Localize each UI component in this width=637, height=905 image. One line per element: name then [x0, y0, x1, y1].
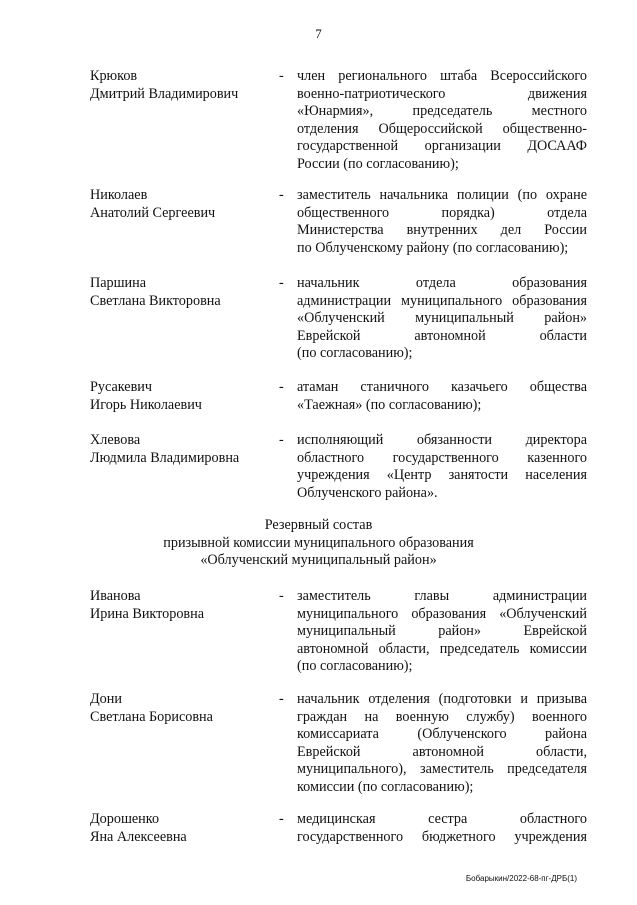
member-role: атаман станичного казачьего общества «Таежная» (по согласованию); [297, 379, 587, 413]
dash: - [279, 68, 284, 84]
member-role: заместитель начальника полиции (по охране общественного порядка) отдела Министерства внутренних дел России по Облученскому району (по согласованию); [297, 187, 587, 256]
member-role: начальник отделения (подготовки и призыва граждан на военную службу) военного комиссариата (Облученского района Еврейской автономной области, муниципального), заместитель председателя комиссии (по согласованию); [297, 691, 587, 795]
dash: - [279, 691, 284, 707]
section-heading: Резервный состав призывной комиссии муниципального образования «Облученский муниципальный район» [163, 517, 474, 569]
member-name: Паршина Светлана Викторовна [90, 275, 221, 309]
member-name: Николаев Анатолий Сергеевич [90, 187, 216, 221]
member-name: Иванова Ирина Викторовна [90, 588, 205, 622]
dash: - [279, 588, 284, 604]
footer-code: Бобарыкин/2022-68-пг-ДРБ(1) [465, 874, 577, 883]
member-role: заместитель главы администрации муниципального образования «Облученский муниципальный район» Еврейской автономной области, председатель комиссии (по согласованию); [297, 588, 587, 675]
member-name: Крюков Дмитрий Владимирович [90, 68, 239, 102]
dash: - [279, 379, 284, 395]
dash: - [279, 432, 284, 448]
member-name: Дони Светлана Борисовна [90, 691, 213, 725]
member-name: Русакевич Игорь Николаевич [90, 379, 202, 413]
member-role: медицинская сестра областного государственного бюджетного учреждения [297, 811, 587, 845]
dash: - [279, 811, 284, 827]
member-role: начальник отдела образования администрации муниципального образования «Облученский муниципальный район» Еврейской автономной области (по согласованию); [297, 275, 587, 362]
dash: - [279, 187, 284, 203]
member-role: исполняющий обязанности директора областного государственного казенного учреждения «Центр занятости населения Облученского района». [297, 432, 587, 501]
dash: - [279, 275, 284, 291]
member-name: Дорошенко Яна Алексеевна [90, 811, 187, 845]
page-number: 7 [315, 26, 322, 41]
member-role: член регионального штаба Всероссийского военно-патриотического движения «Юнармия», председатель местного отделения Общероссийской общественно- государственной организации ДОСААФ России (по согласованию); [297, 68, 587, 172]
member-name: Хлевова Людмила Владимировна [90, 432, 240, 466]
